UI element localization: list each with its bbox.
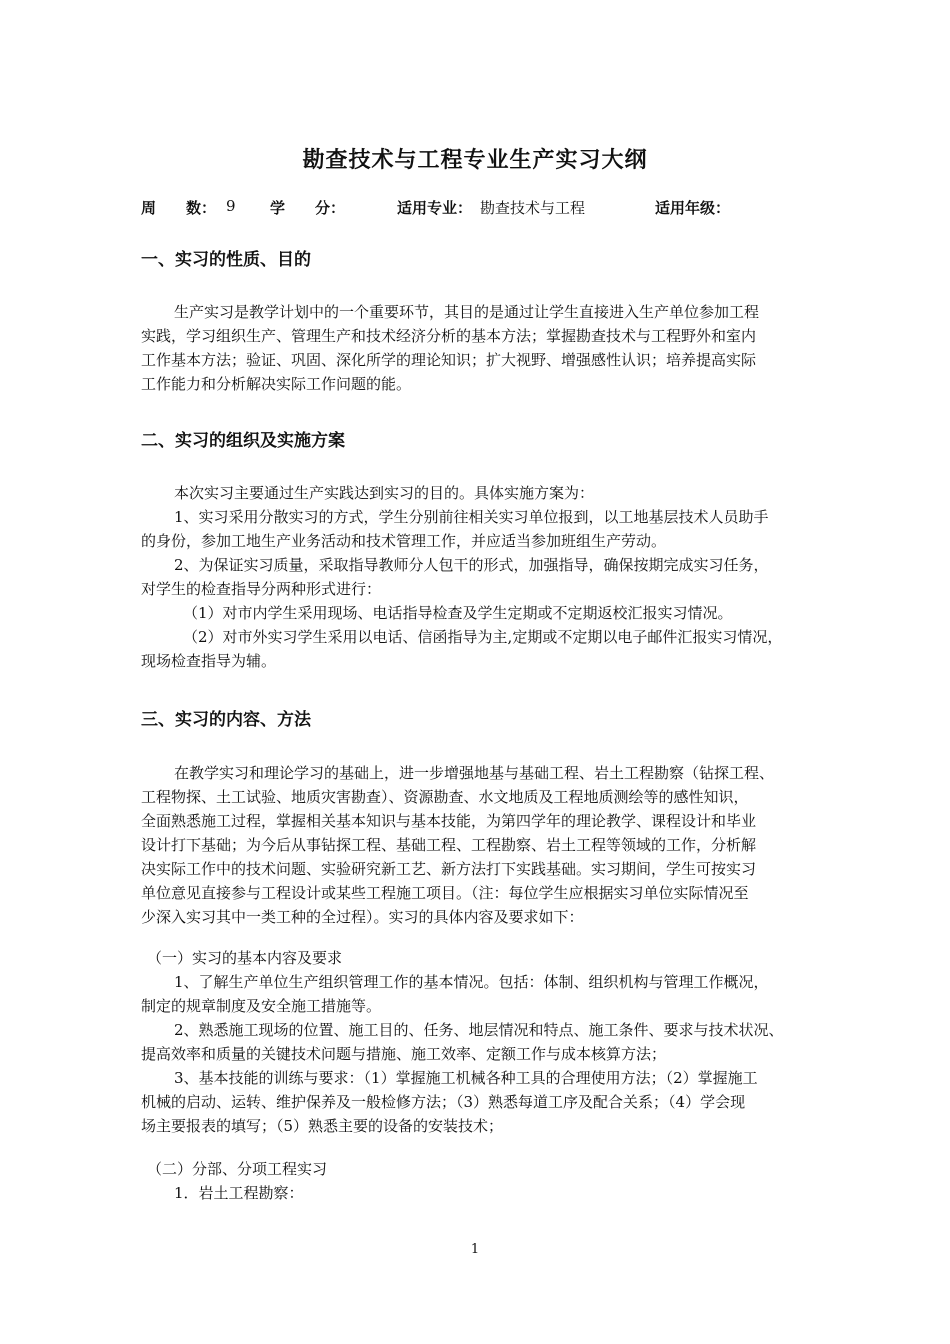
paragraph-line: 工作能力和分析解决实际工作问题的能。 xyxy=(141,375,412,393)
grade-label: 适用年级： xyxy=(655,199,731,217)
weeks-label: 周 数： xyxy=(141,199,217,217)
list-item: 1．岩土工程勘察： xyxy=(174,1184,304,1202)
section-2-heading: 二、实习的组织及实施方案 xyxy=(141,431,345,451)
list-item: 2、为保证实习质量，采取指导教师分人包干的形式，加强指导，确保按期完成实习任务， xyxy=(174,556,769,574)
credits-label: 学 分： xyxy=(270,199,346,217)
paragraph-line: 在教学实习和理论学习的基础上，进一步增强地基与基础工程、岩土工程勘察（钻探工程、 xyxy=(174,764,775,782)
paragraph-line: 的身份，参加工地生产业务活动和技术管理工作，并应适当参加班组生产劳动。 xyxy=(141,532,667,550)
document-title: 勘查技术与工程专业生产实习大纲 xyxy=(302,148,648,173)
section-1-heading: 一、实习的性质、目的 xyxy=(141,250,311,270)
paragraph-line: 工程物探、土工试验、地质灾害勘查）、资源勘查、水文地质及工程地质测绘等的感性知识， xyxy=(141,788,749,806)
weeks-value: 9 xyxy=(226,197,236,215)
paragraph-line: 设计打下基础；为今后从事钻探工程、基础工程、工程勘察、岩土工程等领域的工作，分析解 xyxy=(141,836,757,854)
section-3-heading: 三、实习的内容、方法 xyxy=(141,710,311,730)
paragraph-line: 工作基本方法；验证、巩固、深化所学的理论知识；扩大视野、增强感性认识；培养提高实际 xyxy=(141,351,757,369)
paragraph-line: 单位意见直接参与工程设计或某些工程施工项目。（注：每位学生应根据实习单位实际情况至 xyxy=(141,884,749,902)
paragraph-line: 决实际工作中的技术问题、实验研究新工艺、新方法打下实践基础。实习期间，学生可按实习 xyxy=(141,860,757,878)
section-3-subsection-1 xyxy=(141,946,861,1138)
course-meta-row xyxy=(0,197,950,219)
paragraph-line: 实践，学习组织生产、管理生产和技术经济分析的基本方法；掌握勘查技术与工程野外和室内 xyxy=(141,327,757,345)
paragraph-line: 现场检查指导为辅。 xyxy=(141,652,277,670)
subsection-heading: （二）分部、分项工程实习 xyxy=(147,1160,328,1178)
section-3-body xyxy=(141,761,861,929)
subsection-heading: （一）实习的基本内容及要求 xyxy=(147,949,343,967)
paragraph-line: 提高效率和质量的关键技术问题与措施、施工效率、定额工作与成本核算方法； xyxy=(141,1045,667,1063)
list-item: 3、基本技能的训练与要求：（1）掌握施工机械各种工具的合理使用方法；（2）掌握施工 xyxy=(174,1069,758,1087)
paragraph-line: 机械的启动、运转、维护保养及一般检修方法；（3）熟悉每道工序及配合关系；（4）学会现 xyxy=(141,1093,746,1111)
major-value: 勘查技术与工程 xyxy=(480,199,586,217)
paragraph-line: 制定的规章制度及安全施工措施等。 xyxy=(141,997,382,1015)
section-3-subsection-2 xyxy=(141,1157,861,1205)
page-number: 1 xyxy=(470,1242,480,1257)
paragraph-line: 场主要报表的填写；（5）熟悉主要的设备的安装技术； xyxy=(141,1117,504,1135)
paragraph-line: 本次实习主要通过生产实践达到实习的目的。具体实施方案为： xyxy=(174,484,595,502)
list-item: （2）对市外实习学生采用以电话、信函指导为主,定期或不定期以电子邮件汇报实习情况， xyxy=(183,628,783,646)
paragraph-line: 全面熟悉施工过程，掌握相关基本知识与基本技能，为第四学年的理论教学、课程设计和毕业 xyxy=(141,812,757,830)
list-item: 1、实习采用分散实习的方式，学生分别前往相关实习单位报到，以工地基层技术人员助手 xyxy=(174,508,769,526)
paragraph-line: 对学生的检查指导分两种形式进行： xyxy=(141,580,382,598)
list-item: （1）对市内学生采用现场、电话指导检查及学生定期或不定期返校汇报实习情况。 xyxy=(183,604,733,622)
major-label: 适用专业： xyxy=(397,199,473,217)
paragraph-line: 少深入实习其中一类工种的全过程）。实习的具体内容及要求如下： xyxy=(141,908,584,926)
list-item: 2、熟悉施工现场的位置、施工目的、任务、地层情况和特点、施工条件、要求与技术状况、 xyxy=(174,1021,784,1039)
section-1-body xyxy=(141,300,861,396)
paragraph-line: 生产实习是教学计划中的一个重要环节，其目的是通过让学生直接进入生产单位参加工程 xyxy=(174,303,760,321)
section-2-body xyxy=(141,481,861,673)
list-item: 1、了解生产单位生产组织管理工作的基本情况。包括：体制、组织机构与管理工作概况， xyxy=(174,973,769,991)
